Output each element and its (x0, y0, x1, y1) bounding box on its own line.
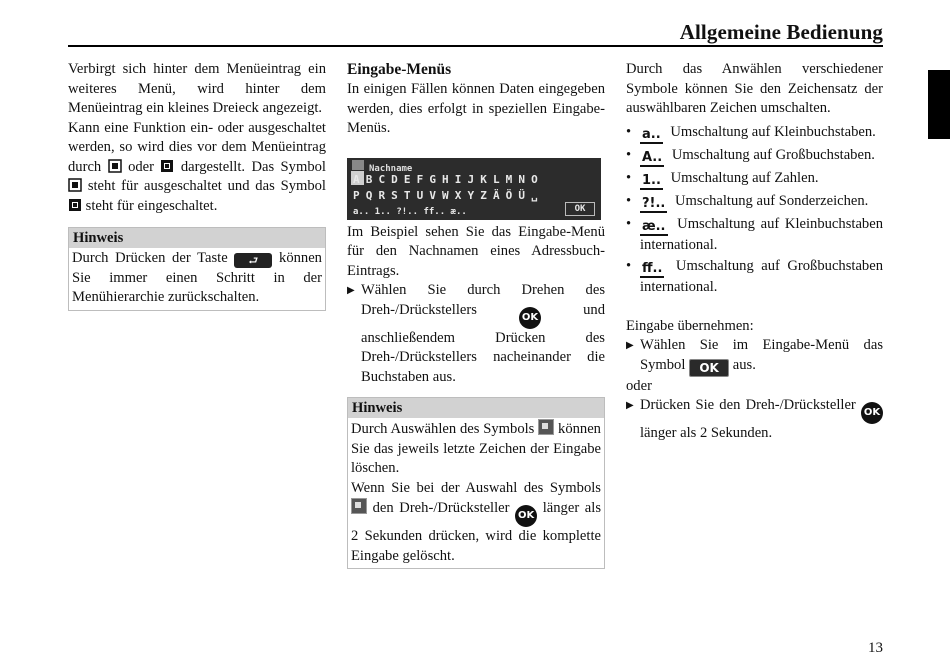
text: steht für eingeschaltet. (85, 197, 218, 214)
numbers-icon: 1.. (642, 172, 661, 188)
text: Umschaltung auf Zahlen. (670, 169, 819, 186)
text: länger als 2 Sekunden. (640, 425, 773, 441)
or-text: oder (626, 377, 652, 394)
column-left (68, 60, 326, 311)
checkbox-off-icon (68, 178, 82, 192)
arrow-bullet-icon: ▶ (626, 340, 634, 351)
column-middle (347, 60, 605, 569)
text: können Sie immer einen Schritt in der Menühierarchie zurückschalten. (72, 250, 322, 305)
list-item (626, 257, 883, 298)
paragraph-charset-intro: Durch das Anwählen verschiedener Symbole können Sie den Zeichensatz der auswählbaren Zeichen umschalten. (626, 61, 883, 116)
text: Umschaltung auf Kleinbuchstaben. (670, 123, 876, 140)
arrow-bullet-icon: ▶ (626, 400, 634, 411)
text: Umschaltung auf Sonderzeichen. (675, 192, 869, 209)
column-right (626, 60, 883, 444)
hint-title: Hinweis (348, 398, 604, 418)
checkbox-off-icon (108, 159, 122, 173)
screen-letters-row-1: ABCDEFGHIJKLMNO (353, 172, 544, 186)
page-number: 13 (868, 640, 883, 656)
ok-knob-icon: OK (519, 307, 541, 329)
ok-knob-icon: OK (861, 402, 883, 424)
text: Umschaltung auf Kleinbuchstaben international. (640, 215, 883, 253)
text: Umschaltung auf Großbuchstaben. (671, 146, 875, 163)
text: steht für ausgeschaltet und das Symbol (87, 178, 326, 194)
arrow-bullet-icon: ▶ (347, 285, 355, 296)
ok-knob-icon: OK (515, 505, 537, 527)
text: und anschließendem Drücken des Dreh-/Drückstellers nacheinander die Buchstaben aus. (361, 301, 605, 385)
text: Wenn Sie bei der Auswahl des Symbols (351, 479, 601, 496)
text: oder (128, 158, 155, 175)
back-key-icon: ⮐ (234, 253, 272, 268)
list-item (626, 192, 883, 213)
page-header-title: Allgemeine Bedienung (679, 20, 883, 44)
text: können Sie das jeweils letzte Zeichen der Eingabe löschen. (351, 421, 601, 476)
input-menu-screenshot (347, 158, 601, 220)
checkbox-on-icon (68, 198, 82, 212)
screen-title: Nachname (369, 163, 413, 174)
intl-lowercase-icon: æ.. (642, 218, 666, 234)
text: Kann eine Funktion ein- oder ausgeschaltet werden, so wird dies vor dem Menüeintrag durch (68, 119, 326, 175)
intl-uppercase-icon: ff.. (642, 261, 663, 276)
bullet-dot: • (626, 123, 632, 140)
text: Durch Drücken der Taste (72, 250, 228, 266)
paragraph-toggle-symbols (68, 119, 326, 217)
checkbox-on-icon (160, 159, 174, 173)
paragraph-submenu-triangle: Verbirgt sich hinter dem Menüeintrag ein weiteres Menü, wird hinter dem Menüeintrag ein kleines Dreieck angezeigt. (68, 61, 326, 116)
text: Wählen Sie im Eingabe-Menü das Symbol (640, 337, 883, 373)
ok-symbol-icon: OK (689, 359, 729, 377)
list-item (626, 215, 883, 256)
hint-body (348, 418, 604, 568)
paragraph-intro: In einigen Fällen können Daten eingegeben werden, dies erfolgt in speziellen Eingabe-Menüs. (347, 81, 605, 136)
screen-letters-row-2: PQRSTUVWXYZÄÖÜ␣ (353, 188, 544, 202)
person-icon (352, 160, 364, 170)
header-rule (68, 45, 883, 47)
text: dargestellt. Das Symbol (180, 158, 326, 175)
bullet-dot: • (626, 215, 632, 232)
text: Drücken Sie den Dreh-/Drücksteller (640, 397, 856, 413)
thumb-index-tab (928, 70, 950, 139)
lowercase-icon: a.. (642, 126, 661, 142)
bullet-dot: • (626, 146, 632, 163)
hint-box-back (68, 227, 326, 311)
hint-body (69, 248, 325, 310)
list-item (626, 169, 883, 190)
instruction-step (626, 336, 883, 377)
hint-title: Hinweis (69, 228, 325, 248)
hint-box-delete (347, 397, 605, 569)
bullet-dot: • (626, 169, 632, 186)
text: Durch Auswählen des Symbols (351, 421, 535, 437)
text: den Dreh-/Drücksteller (372, 500, 510, 516)
text: Wählen Sie durch Drehen des Dreh-/Drückstellers (361, 282, 605, 318)
list-item (626, 146, 883, 167)
accept-input-label: Eingabe übernehmen: (626, 317, 754, 334)
bullet-dot: • (626, 258, 632, 274)
screen-ok-button: OK (565, 202, 595, 216)
delete-char-icon (351, 498, 367, 514)
bullet-dot: • (626, 192, 632, 209)
instruction-step (626, 396, 883, 444)
delete-char-icon (538, 419, 554, 435)
text: länger als 2 Sekunden drücken, wird die komplette Eingabe gelöscht. (351, 500, 601, 564)
uppercase-icon: A.. (642, 149, 663, 165)
special-chars-icon: ?!.. (642, 195, 666, 211)
text: Umschaltung auf Großbuchstaben international. (640, 258, 883, 295)
paragraph-example: Im Beispiel sehen Sie das Eingabe-Menü für den Nachnamen eines Adressbuch-Eintrags. (347, 223, 605, 279)
screen-charset-row: a.. 1.. ?!.. ff.. æ.. (353, 206, 467, 217)
text: aus. (732, 356, 756, 373)
list-item (626, 123, 883, 144)
instruction-step (347, 281, 605, 387)
section-heading: Eingabe-Menüs (347, 61, 452, 78)
